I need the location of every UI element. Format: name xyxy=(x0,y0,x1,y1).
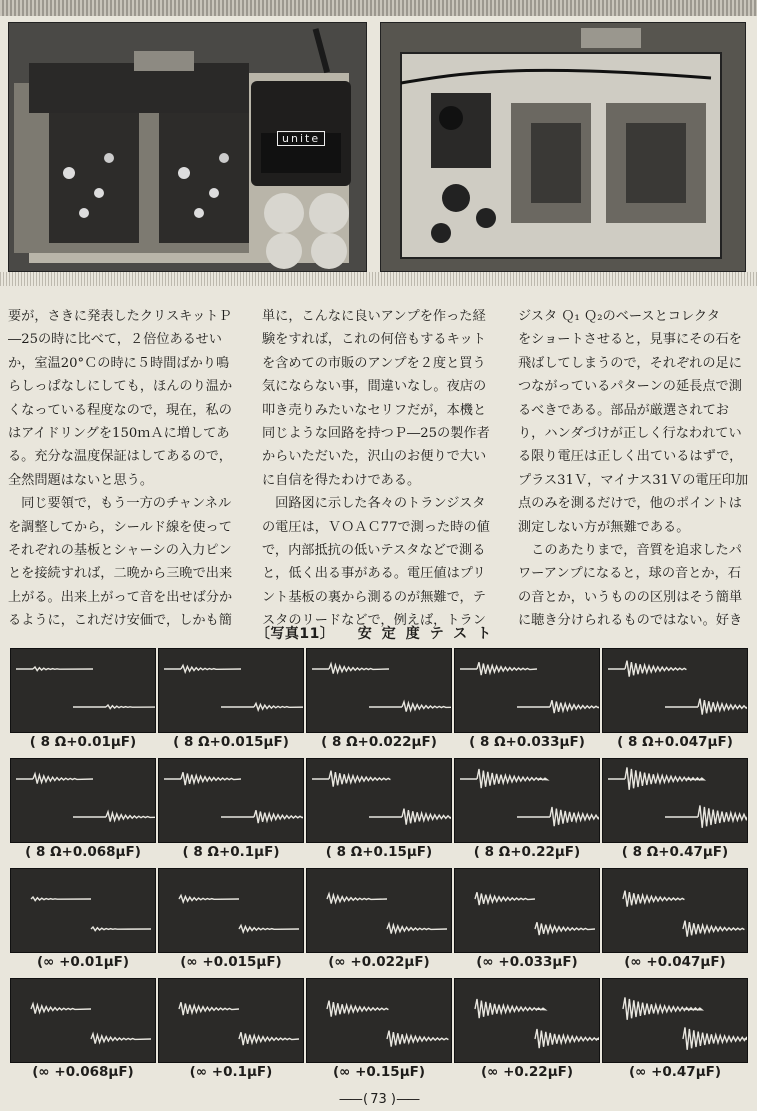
scope-cell xyxy=(10,978,156,1088)
scope-trace-image xyxy=(454,758,600,843)
scope-trace-image xyxy=(158,648,304,733)
photo-caption xyxy=(0,623,757,643)
scope-trace-image xyxy=(454,868,600,953)
scope-trace-image xyxy=(158,978,304,1063)
scope-trace-image xyxy=(602,868,748,953)
scope-cell xyxy=(454,978,600,1088)
scope-cell xyxy=(602,978,748,1088)
scope-trace-image xyxy=(158,868,304,953)
scope-trace-image xyxy=(10,978,156,1063)
scope-cell xyxy=(10,868,156,978)
scope-trace-image xyxy=(602,648,748,733)
scope-condition-label: (∞ +0.033μF) xyxy=(476,954,578,970)
transformer-label: unite xyxy=(277,131,325,146)
body-text-column-3: ジスタ Ｑ₁ Ｑ₂のベースとコレクタ をショートさせると，見事にその石を 飛ばしてしまうので，それぞれの足に つながっているパターンの延長点で測 るべきである。部品が厳選されてお り，ハンダづけが正しく行なわれてい る限り電圧は正しく出ているはずで， プラス31Ｖ，マイナス31Ｖの電圧印加 点のみを測るだけで，他のポイントは 測定しない方が無難である。 このあたりまで，音質を追求したパ ワーアンプになると，球の音とか，石 の音とか，いうものの区別はそう簡単 に聴き分けられるものではない。好き xyxy=(518,309,749,629)
scope-trace-image xyxy=(454,978,600,1063)
scope-cell xyxy=(454,758,600,868)
scope-trace-image xyxy=(306,868,452,953)
top-page-edge xyxy=(0,0,757,16)
amplifier-bottom-photo xyxy=(380,22,746,272)
oscilloscope-grid xyxy=(10,648,750,1088)
scope-cell xyxy=(306,648,452,758)
scope-trace-image xyxy=(306,648,452,733)
scope-cell xyxy=(454,648,600,758)
scope-trace-image xyxy=(602,978,748,1063)
scope-condition-label: ( 8 Ω+0.047μF) xyxy=(617,734,733,750)
scope-condition-label: ( 8 Ω+0.015μF) xyxy=(173,734,289,750)
scope-condition-label: (∞ +0.22μF) xyxy=(480,1064,574,1080)
scope-condition-label: (∞ +0.022μF) xyxy=(328,954,430,970)
body-text-column-2: 単に，こんなに良いアンプを作った経 験をすれば，これの何倍もするキット を含めての市販のアンプを２度と買う 気にならない事，間違いなし。夜店の 叩き売りみたいなセリフだが，本機と 同じような回路を持つＰ―25の製作者 からいただいた，沢山のお便りで大い に自信を得たわけである。 回路図に示した各々のトランジスタ の電圧は，ＶＯＡＣ77で測った時の値 で，内部抵抗の低いテスタなどで測る と，低く出る事がある。電圧値はプリ ント基板の裏から測るのが無難で，テ スタのリードなどで，例えば，トラン xyxy=(262,309,490,629)
scope-condition-label: ( 8 Ω+0.033μF) xyxy=(469,734,585,750)
scope-condition-label: (∞ +0.015μF) xyxy=(180,954,282,970)
scope-cell xyxy=(158,758,304,868)
scope-condition-label: (∞ +0.047μF) xyxy=(624,954,726,970)
body-text-column-1: 要が，さきに発表したクリスキットＰ ―25の時に比べて，２倍位あるせい か，室温20°Ｃの時に５時間ばかり鳴 らしっぱなしにしても，ほんのり温か くなっている程度なので，現在，私の はアイドリングを150ｍＡに増してあ る。充分な温度保証はしてあるので， 全然問題はないと思う。 同じ要領で，もう一方のチャンネル を調整してから，シールド線を使って それぞれの基板とシャーシの入力ピン とを接続すれば，二晩から三晩で出来 上がる。出来上がって音を出せば分か るように，これだけ安価で，しかも簡 xyxy=(8,309,233,629)
scope-trace-image xyxy=(10,648,156,733)
amplifier-top-photo xyxy=(8,22,367,272)
scope-trace-image xyxy=(10,868,156,953)
scope-condition-label: (∞ +0.47μF) xyxy=(628,1064,722,1080)
scope-condition-label: ( 8 Ω+0.15μF) xyxy=(325,844,433,860)
scope-trace-image xyxy=(158,758,304,843)
scope-condition-label: ( 8 Ω+0.47μF) xyxy=(621,844,729,860)
scope-condition-label: (∞ +0.068μF) xyxy=(32,1064,134,1080)
photo-separator xyxy=(0,272,757,286)
scope-cell xyxy=(158,868,304,978)
scope-cell xyxy=(454,868,600,978)
scope-cell xyxy=(10,648,156,758)
caption-title: 安定度テスト xyxy=(357,626,502,642)
scope-cell xyxy=(158,648,304,758)
scope-cell xyxy=(306,868,452,978)
scope-cell xyxy=(306,758,452,868)
scope-cell xyxy=(602,648,748,758)
scope-cell xyxy=(306,978,452,1088)
scope-condition-label: ( 8 Ω+0.022μF) xyxy=(321,734,437,750)
scope-condition-label: ( 8 Ω+0.01μF) xyxy=(29,734,137,750)
scope-condition-label: (∞ +0.01μF) xyxy=(36,954,130,970)
scope-cell xyxy=(602,758,748,868)
scope-trace-image xyxy=(306,978,452,1063)
scope-condition-label: (∞ +0.1μF) xyxy=(189,1064,273,1080)
caption-number: 〔写真11〕 xyxy=(255,626,335,642)
scope-cell xyxy=(158,978,304,1088)
scope-cell xyxy=(10,758,156,868)
scope-condition-label: ( 8 Ω+0.068μF) xyxy=(25,844,141,860)
scope-trace-image xyxy=(10,758,156,843)
scope-trace-image xyxy=(306,758,452,843)
scope-condition-label: (∞ +0.15μF) xyxy=(332,1064,426,1080)
scope-condition-label: ( 8 Ω+0.22μF) xyxy=(473,844,581,860)
scope-trace-image xyxy=(602,758,748,843)
page-number-value: 73 xyxy=(370,1092,387,1107)
page-number: —— ( 73 ) —— xyxy=(338,1092,419,1107)
scope-trace-image xyxy=(454,648,600,733)
scope-cell xyxy=(602,868,748,978)
scope-condition-label: ( 8 Ω+0.1μF) xyxy=(182,844,280,860)
